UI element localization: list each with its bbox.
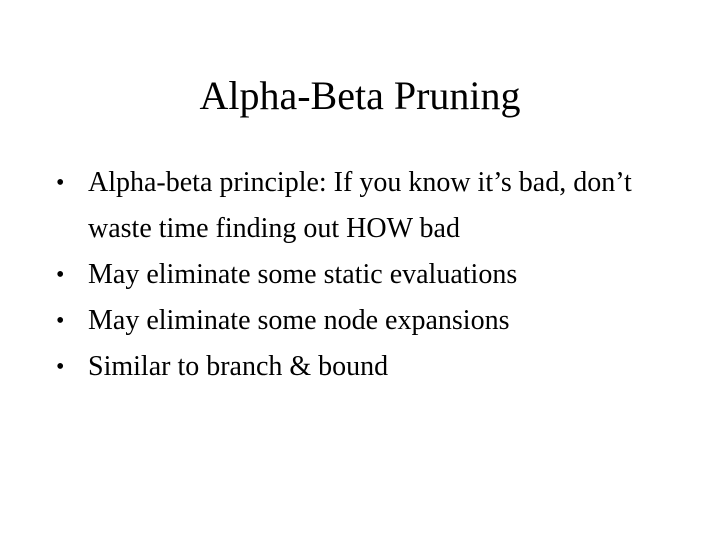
- slide-title: Alpha-Beta Pruning: [199, 73, 521, 118]
- bullet-text: Similar to branch & bound: [88, 351, 389, 382]
- bullet-icon: •: [56, 354, 65, 380]
- bullet-icon: •: [56, 308, 65, 334]
- bullet-list: [56, 160, 696, 390]
- bullet-item-static-evaluations: [56, 252, 696, 298]
- bullet-text: May eliminate some static evaluations: [88, 259, 518, 290]
- bullet-text: May eliminate some node expansions: [88, 305, 510, 336]
- bullet-icon: •: [56, 170, 65, 196]
- bullet-text: Alpha-beta principle: If you know it’s bad, don’t waste time finding out HOW bad: [88, 167, 632, 244]
- bullet-item-principle: [56, 160, 696, 252]
- bullet-item-node-expansions: [56, 298, 696, 344]
- bullet-item-branch-and-bound: [56, 344, 696, 390]
- bullet-icon: •: [56, 262, 65, 288]
